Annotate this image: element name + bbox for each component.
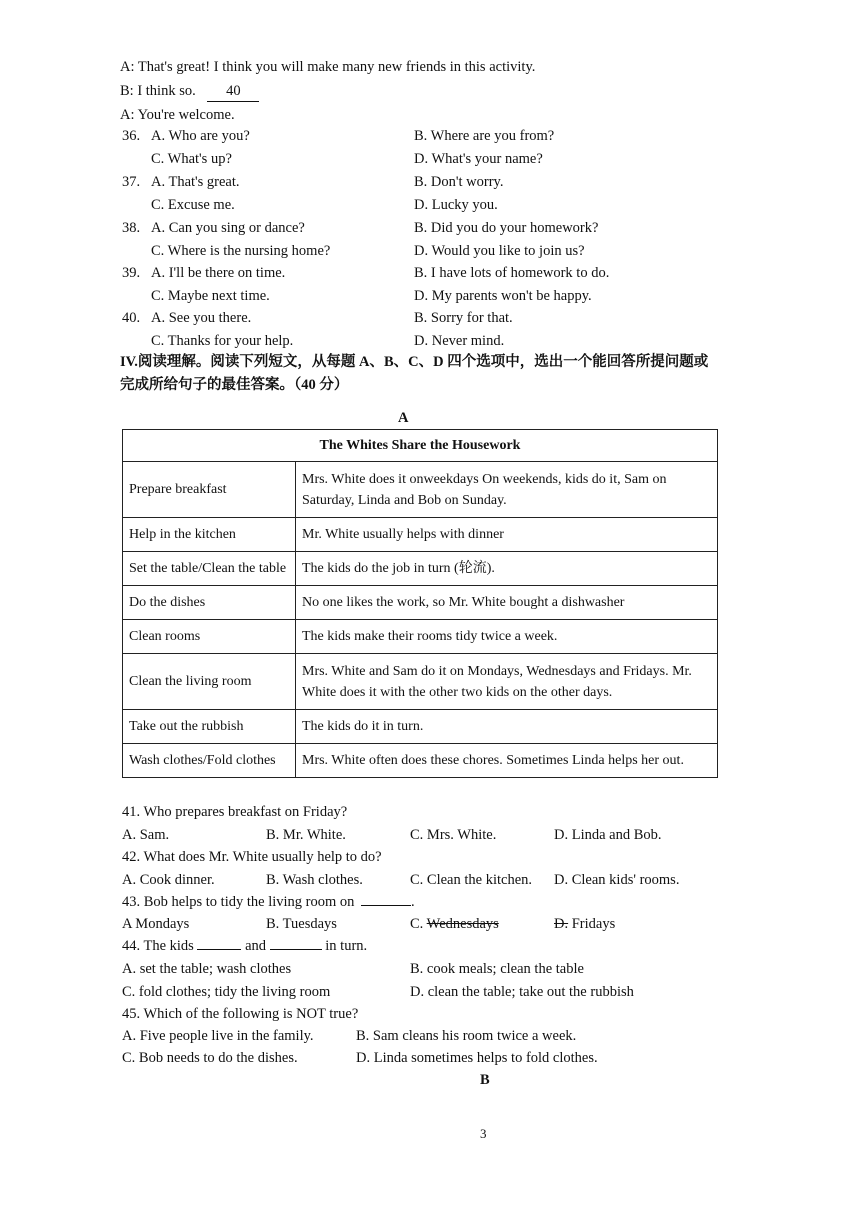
option-d: D. Would you like to join us? [414,243,585,259]
table-row [123,552,718,586]
q42-option-c: C. Clean the kitchen. [410,872,533,888]
option-c: C. Excuse me. [151,197,235,213]
who-cell: The kids make their rooms tidy twice a week. [296,620,718,654]
option-d: D. Lucky you. [414,197,498,213]
option-c: C. Thanks for your help. [151,333,294,349]
q43-stem-end: . [411,894,415,910]
q44-stem-part2: and [245,938,267,954]
q44-option-b: B. cook meals; clean the table [410,961,584,977]
q41-option-d: D. Linda and Bob. [554,827,662,843]
passage-label-b: B [480,1072,490,1088]
option-b: B. Sorry for that. [414,310,513,326]
option-c: C. What's up? [151,151,232,167]
q43-option-b: B. Tuesdays [266,916,337,932]
q45-option-a: A. Five people live in the family. [122,1028,314,1044]
q44-stem-part3: in turn. [325,938,368,954]
q43-option-d [554,914,615,934]
chore-cell: Clean rooms [123,620,296,654]
chore-cell: Clean the living room [123,654,296,710]
q41-option-b: B. Mr. White. [266,827,346,843]
q43-option-d-text: Fridays [571,916,616,932]
q41-option-c: C. Mrs. White. [410,827,497,843]
housework-table [122,429,718,778]
option-b: B. Where are you from? [414,128,555,144]
option-number: 38. [122,220,141,236]
question-43-stem [122,892,415,912]
option-number: 37. [122,174,141,190]
q44-stem-part1: 44. The kids [122,938,194,954]
q41-option-a: A. Sam. [122,827,170,843]
q43-option-c-text: Wednesdays [426,916,499,932]
option-d: D. Never mind. [414,333,505,349]
table-row [123,462,718,518]
option-a: A. Who are you? [151,128,250,144]
table-title-row [123,430,718,462]
q43-option-d-letter: D. [554,916,569,932]
table-row [123,744,718,778]
option-a: A. That's great. [151,174,240,190]
table-row [123,518,718,552]
q43-option-c-letter: C. [410,916,424,932]
q42-option-d: D. Clean kids' rooms. [554,872,680,888]
option-number: 36. [122,128,141,144]
question-44-stem [122,936,367,956]
chore-cell: Take out the rubbish [123,710,296,744]
q43-option-a: A Mondays [122,916,190,932]
answer-blank [361,905,411,906]
option-d: D. What's your name? [414,151,543,167]
table-row [123,620,718,654]
q45-option-d: D. Linda sometimes helps to fold clothes. [356,1050,598,1066]
who-cell: No one likes the work, so Mr. White bought a dishwasher [296,586,718,620]
option-c: C. Maybe next time. [151,288,270,304]
answer-blank [197,949,241,950]
option-b: B. I have lots of homework to do. [414,265,610,281]
chore-cell: Set the table/Clean the table [123,552,296,586]
q43-option-c [410,914,499,934]
table-row [123,586,718,620]
q44-option-c: C. fold clothes; tidy the living room [122,984,331,1000]
q42-option-b: B. Wash clothes. [266,872,363,888]
question-42-stem: 42. What does Mr. White usually help to do? [122,849,382,865]
option-number: 39. [122,265,141,281]
dialogue-line-b [120,81,259,102]
passage-label-a: A [398,410,409,426]
page-number: 3 [480,1126,487,1141]
option-number: 40. [122,310,141,326]
dialogue-line-a1: A: That's great! I think you will make many new friends in this activity. [120,59,536,75]
option-a: A. I'll be there on time. [151,265,286,281]
option-a: A. See you there. [151,310,252,326]
who-cell: The kids do the job in turn (轮流). [296,552,718,586]
option-d: D. My parents won't be happy. [414,288,592,304]
table-title: The Whites Share the Housework [123,430,718,462]
dialogue-line-a2: A: You're welcome. [120,107,235,123]
q42-option-a: A. Cook dinner. [122,872,215,888]
who-cell: Mrs. White often does these chores. Sometimes Linda helps her out. [296,744,718,778]
who-cell: Mrs. White and Sam do it on Mondays, Wednesdays and Fridays. Mr. White does it with the other two kids on the other days. [296,654,718,710]
dialogue-line-b-text: B: I think so. [120,83,196,99]
chore-cell: Help in the kitchen [123,518,296,552]
answer-blank-40: 40 [207,81,259,102]
chore-cell: Do the dishes [123,586,296,620]
q45-option-c: C. Bob needs to do the dishes. [122,1050,298,1066]
q44-option-a: A. set the table; wash clothes [122,961,292,977]
question-45-stem: 45. Which of the following is NOT true? [122,1006,359,1022]
chore-cell: Wash clothes/Fold clothes [123,744,296,778]
chore-cell: Prepare breakfast [123,462,296,518]
section-heading-line1: IV.阅读理解。阅读下列短文，从每题 A、B、C、D 四个选项中，选出一个能回答所提问题或 [120,354,709,370]
who-cell: The kids do it in turn. [296,710,718,744]
option-a: A. Can you sing or dance? [151,220,305,236]
option-b: B. Don't worry. [414,174,504,190]
answer-blank [270,949,322,950]
q43-stem-text: 43. Bob helps to tidy the living room on [122,894,355,910]
option-c: C. Where is the nursing home? [151,243,331,259]
section-heading-line2: 完成所给句子的最佳答案。（40 分） [120,377,349,393]
q44-option-d: D. clean the table; take out the rubbish [410,984,634,1000]
table-row [123,710,718,744]
question-41-stem: 41. Who prepares breakfast on Friday? [122,804,348,820]
q45-option-b: B. Sam cleans his room twice a week. [356,1028,577,1044]
table-row [123,654,718,710]
option-b: B. Did you do your homework? [414,220,599,236]
who-cell: Mr. White usually helps with dinner [296,518,718,552]
who-cell: Mrs. White does it onweekdays On weekends, kids do it, Sam on Saturday, Linda and Bob on Sunday. [296,462,718,518]
